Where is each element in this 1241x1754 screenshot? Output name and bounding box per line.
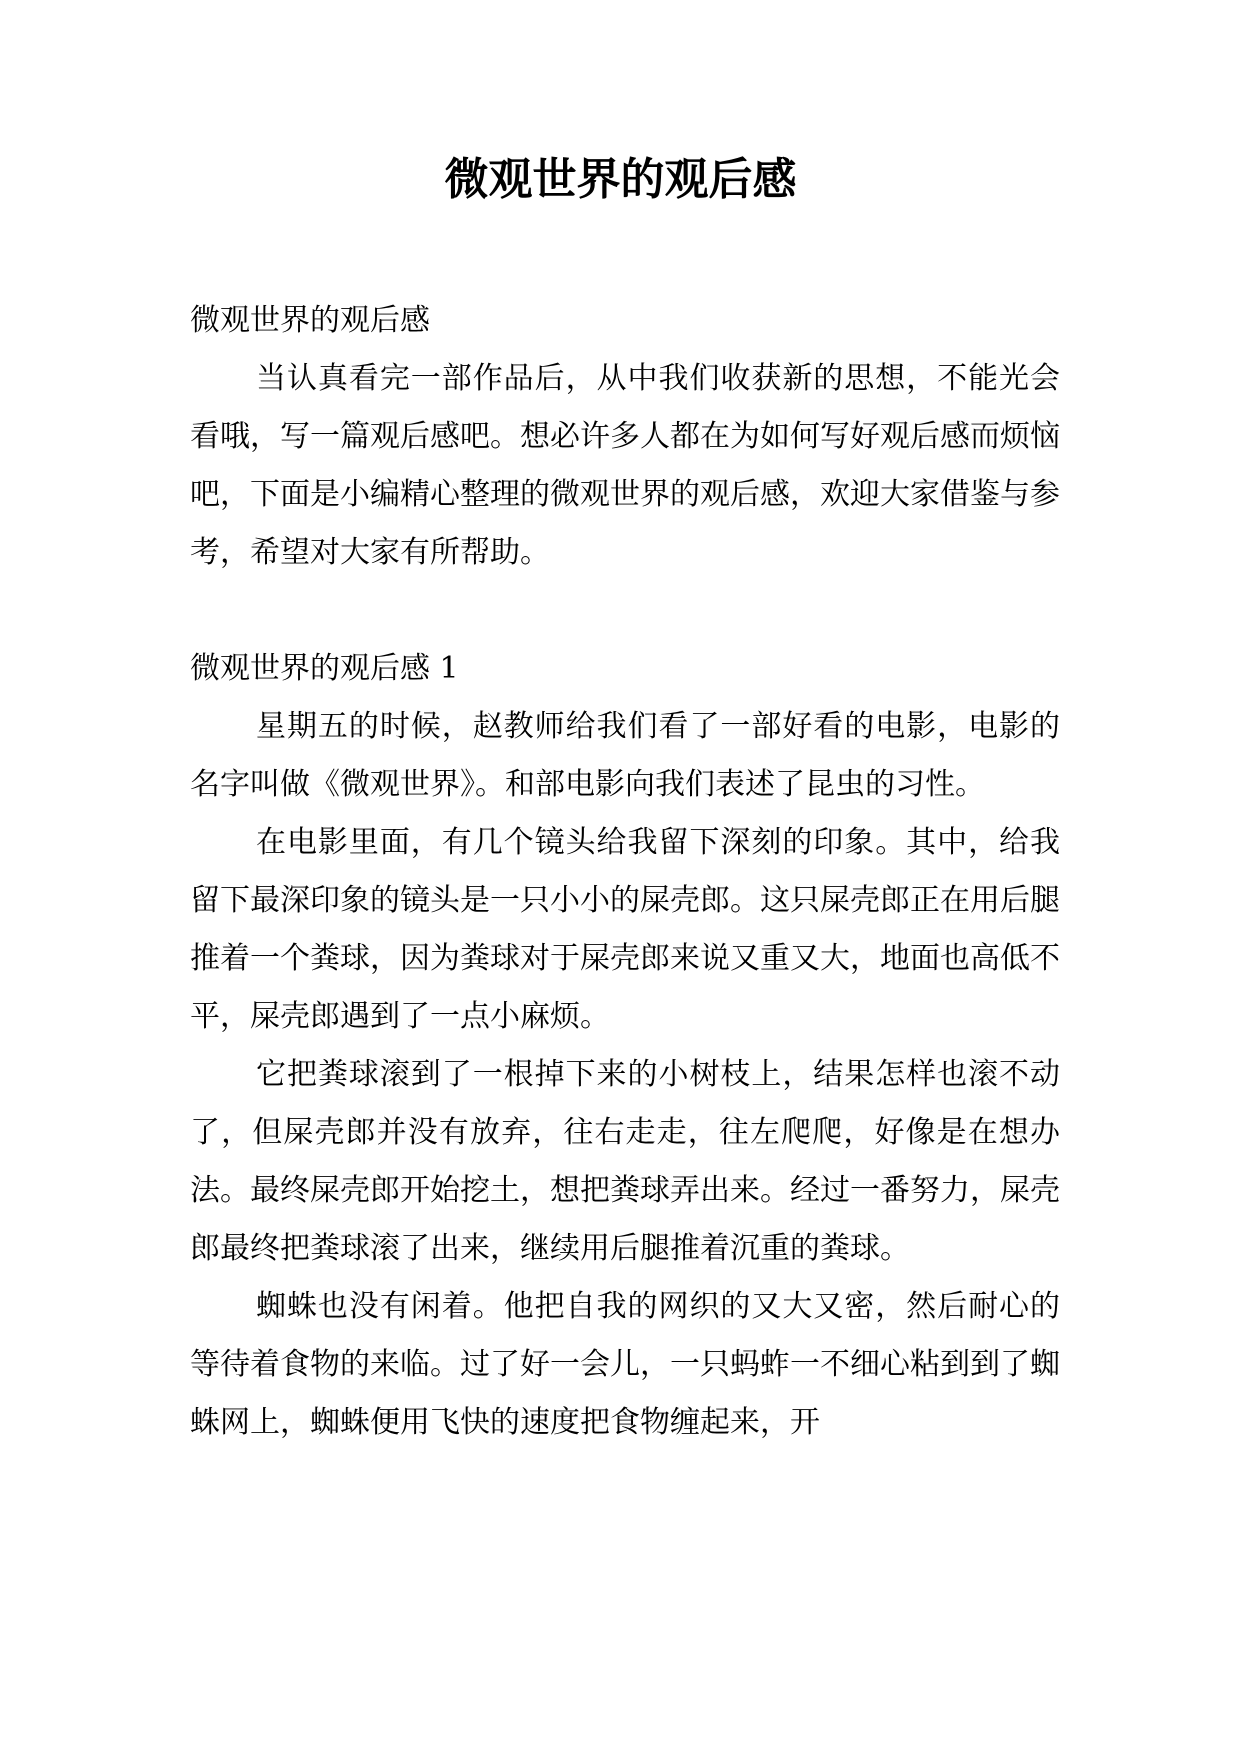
intro-paragraph: 当认真看完一部作品后，从中我们收获新的思想，不能光会看哦，写一篇观后感吧。想必许多人都在为如何写好观后感而烦恼吧，下面是小编精心整理的微观世界的观后感，欢迎大家借鉴与参考，希望对大家有所帮助。 xyxy=(190,361,1060,570)
document-title: 微观世界的观后感 xyxy=(444,154,797,205)
body-paragraph: 蜘蛛也没有闲着。他把自我的网织的又大又密，然后耐心的等待着食物的来临。过了好一会儿，一只蚂蚱一不细心粘到到了蜘蛛网上，蜘蛛便用飞快的速度把食物缠起来，开 xyxy=(190,1289,1060,1440)
body-paragraph: 在电影里面，有几个镜头给我留下深刻的印象。其中，给我留下最深印象的镜头是一只小小的屎壳郎。这只屎壳郎正在用后腿推着一个粪球，因为粪球对于屎壳郎来说又重又大，地面也高低不平，屎壳郎遇到了一点小麻烦。 xyxy=(190,825,1060,1034)
body-paragraph: 星期五的时候，赵教师给我们看了一部好看的电影，电影的名字叫做《微观世界》。和部电影向我们表述了昆虫的习性。 xyxy=(190,709,1060,802)
section-heading: 微观世界的观后感 1 xyxy=(190,651,459,686)
section-gap xyxy=(190,582,1060,640)
document-body xyxy=(190,292,1060,1452)
document-heading: 微观世界的观后感 xyxy=(190,303,430,338)
body-paragraph: 它把粪球滚到了一根掉下来的小树枝上，结果怎样也滚不动了，但屎壳郎并没有放弃，往右走走，往左爬爬，好像是在想办法。最终屎壳郎开始挖土，想把粪球弄出来。经过一番努力，屎壳郎最终把粪球滚了出来，继续用后腿推着沉重的粪球。 xyxy=(190,1057,1060,1266)
